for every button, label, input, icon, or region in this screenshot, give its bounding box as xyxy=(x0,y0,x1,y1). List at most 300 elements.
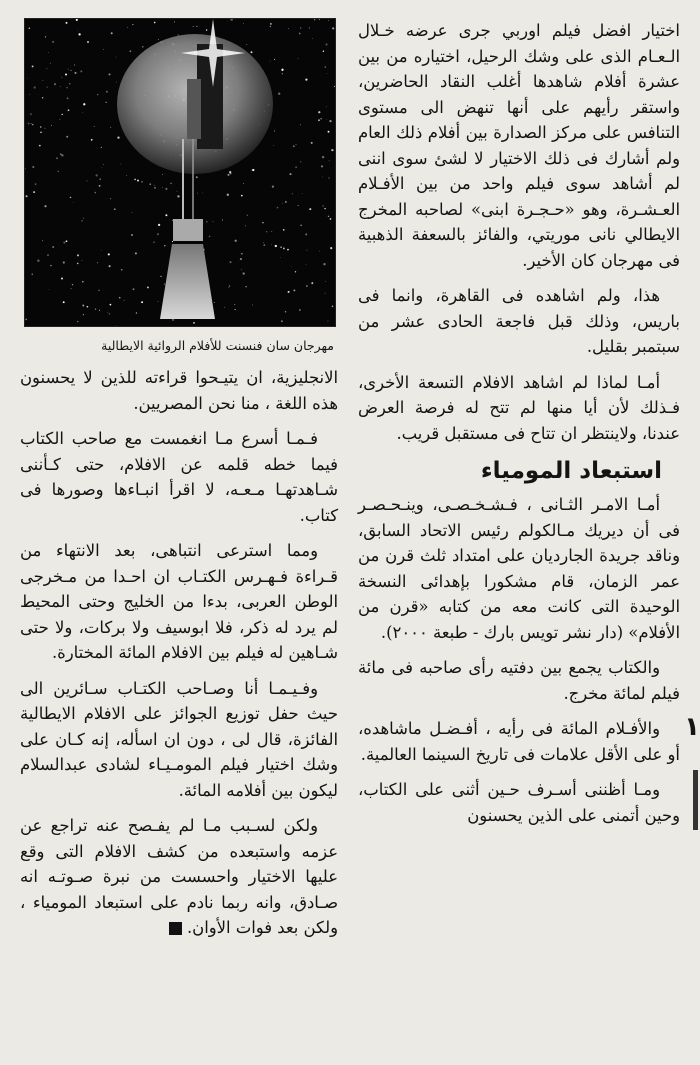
star-dot xyxy=(285,311,286,312)
star-dot xyxy=(129,50,131,52)
star-dot xyxy=(98,290,99,291)
star-dot xyxy=(40,126,41,127)
star-dot xyxy=(177,191,178,192)
star-dot xyxy=(283,247,285,249)
star-dot xyxy=(160,276,161,277)
page-marker: ١ xyxy=(684,712,700,742)
star-dot xyxy=(332,27,334,29)
paragraph: أمـا الامـر الثـانى ، فـشـخـصـى، وينـحـصـر فى أن ديريك مـالكولم رئيس الاتحاد السابق، وناقد جريدة الجارديان على امتداد ثلث قرن من عمر الزمان، قام مشكورا بإهدائى النسخة الوحيدة التى كانت معه من كتابه «قرن من الأفلام» (دار نشر تويس بارك - طبعة ٢٠٠٠). xyxy=(358,495,680,642)
star-dot xyxy=(47,87,48,88)
star-dot xyxy=(162,174,163,175)
star-dot xyxy=(32,274,33,275)
star-dot xyxy=(147,286,149,288)
star-dot xyxy=(330,218,332,220)
star-dot xyxy=(328,131,330,133)
star-dot xyxy=(323,263,325,265)
star-dot xyxy=(63,261,65,263)
star-dot xyxy=(32,166,34,168)
star-dot xyxy=(31,123,32,124)
star-dot xyxy=(133,288,135,290)
left-column xyxy=(20,365,338,951)
star-dot xyxy=(287,249,289,251)
star-dot xyxy=(230,19,231,20)
star-dot xyxy=(306,264,307,265)
star-dot xyxy=(67,97,69,99)
star-dot xyxy=(99,185,101,187)
star-dot xyxy=(280,246,282,248)
star-dot xyxy=(305,233,307,235)
star-dot xyxy=(54,83,56,85)
star-dot xyxy=(300,28,301,29)
star-dot xyxy=(288,28,289,29)
star-dot xyxy=(120,163,121,164)
star-dot xyxy=(61,154,63,156)
star-dot xyxy=(165,188,167,190)
star-dot xyxy=(141,181,143,183)
star-dot xyxy=(323,50,324,51)
star-dot xyxy=(77,263,79,265)
star-dot xyxy=(326,120,327,121)
star-dot xyxy=(97,94,98,95)
star-dot xyxy=(101,250,102,251)
star-dot xyxy=(263,244,265,246)
star-dot xyxy=(164,245,165,246)
star-dot xyxy=(154,22,156,24)
star-dot xyxy=(27,78,28,79)
festival-photo xyxy=(24,18,336,327)
star-dot xyxy=(285,201,286,202)
star-dot xyxy=(296,144,297,145)
star-dot xyxy=(232,19,233,20)
star-dot xyxy=(124,300,125,301)
star-dot xyxy=(309,208,311,210)
star-dot xyxy=(274,59,275,60)
star-dot xyxy=(234,304,235,305)
star-dot xyxy=(273,145,274,146)
paragraph: اختيار افضل فيلم اوربي جرى عرضه خـلال الـعـام الذى على وشك الرحيل، اختياره من بين عشرة أفلام شاهدها أغلب النقاد الحاضرين، واستقر رأيهم على أنها تنهض الى مستوى التنافس على مركز الصدارة بين أفلام ذلك العام ولم أشارك فى ذلك الاختيار لا لشئ سوى اننى لم أشاهد سوى فيلم واحد من بين الأفـلام العـشـرة، وهو «حـجـرة ابنى» لصاحبه المخرج الايطالي نانى موريتي، والفائز بالسعفة الذهبية فى مهرجان كان الأخير. xyxy=(358,21,680,270)
star-dot xyxy=(137,180,139,182)
star-dot xyxy=(66,87,67,88)
star-dot xyxy=(83,103,85,105)
star-dot xyxy=(66,240,68,242)
star-dot xyxy=(293,145,294,146)
star-dot xyxy=(69,83,70,84)
star-dot xyxy=(162,187,163,188)
star-dot xyxy=(302,193,303,194)
star-dot xyxy=(299,309,300,310)
right-column xyxy=(358,18,680,838)
star-dot xyxy=(196,26,197,27)
star-dot xyxy=(197,193,198,194)
star-dot xyxy=(103,49,104,50)
star-dot xyxy=(25,319,27,321)
star-dot xyxy=(70,197,72,199)
star-dot xyxy=(330,247,332,249)
star-dot xyxy=(295,271,296,272)
star-dot xyxy=(119,297,121,299)
star-dot xyxy=(178,34,179,35)
star-dot xyxy=(121,269,122,270)
paragraph: أمـا لماذا لم اشاهد الافلام التسعة الأخرى، فـذلك لأن أيا منها لم تتح له فرصة العرض عندنا، ولاينتظر ان تتاح فى مستقبل قريب. xyxy=(358,372,680,443)
star-dot xyxy=(109,265,111,267)
star-dot xyxy=(243,272,245,274)
star-dot xyxy=(99,178,101,180)
star-dot xyxy=(82,305,84,307)
star-dot xyxy=(227,194,229,196)
star-dot xyxy=(110,198,111,199)
star-dot xyxy=(214,302,215,303)
star-dot xyxy=(280,257,281,258)
star-dot xyxy=(314,19,315,20)
star-dot xyxy=(116,82,117,83)
star-dot xyxy=(73,202,74,203)
star-dot xyxy=(228,21,229,22)
star-dot xyxy=(322,156,324,158)
star-dot xyxy=(324,66,326,68)
star-dot xyxy=(229,285,230,286)
star-dot xyxy=(230,261,232,263)
star-dot xyxy=(172,241,173,242)
star-dot xyxy=(135,252,137,254)
paragraph: هذا، ولم اشاهده فى القاهرة، وانما فى باريس، وذلك قبل فاجعة الحادى عشر من سبتمبر بقليل. xyxy=(358,286,680,356)
star-dot xyxy=(101,147,102,148)
star-dot xyxy=(60,86,61,87)
star-dot xyxy=(206,221,207,222)
star-dot xyxy=(271,231,272,232)
star-dot xyxy=(311,142,313,144)
star-dot xyxy=(247,215,248,216)
star-dot xyxy=(50,63,51,64)
paragraph: والكتاب يجمع بين دفتيه رأى صاحبه فى مائة فيلم لمائة مخرج. xyxy=(358,658,680,703)
star-dot xyxy=(275,245,277,247)
star-dot xyxy=(153,242,154,243)
star-dot xyxy=(240,258,242,260)
star-dot xyxy=(132,212,133,213)
star-dot xyxy=(40,132,41,133)
star-dot xyxy=(325,43,327,45)
star-dot xyxy=(241,269,242,270)
star-dot xyxy=(329,160,330,161)
star-dot xyxy=(141,301,143,303)
star-dot xyxy=(78,33,80,35)
star-dot xyxy=(63,242,65,244)
star-dot xyxy=(328,20,329,21)
star-dot xyxy=(99,310,100,311)
star-dot xyxy=(77,30,78,31)
star-dot xyxy=(252,169,254,171)
star-dot xyxy=(245,226,246,227)
star-dot xyxy=(318,119,320,121)
star-dot xyxy=(110,304,112,306)
star-dot xyxy=(30,113,32,115)
star-dot xyxy=(206,29,208,31)
star-dot xyxy=(281,320,283,322)
star-dot xyxy=(325,281,326,282)
star-dot xyxy=(328,216,329,217)
star-dot xyxy=(165,214,167,216)
star-dot xyxy=(48,52,49,53)
star-dot xyxy=(270,26,271,27)
star-dot xyxy=(295,166,297,168)
paragraph-last xyxy=(20,813,338,941)
star-dot xyxy=(42,240,43,241)
star-dot xyxy=(83,314,84,315)
star-dot xyxy=(58,171,59,172)
star-dot xyxy=(164,284,165,285)
star-dot xyxy=(174,21,175,22)
star-dot xyxy=(107,312,108,313)
star-dot xyxy=(71,288,72,289)
star-dot xyxy=(47,254,49,256)
star-dot xyxy=(56,157,58,159)
star-dot xyxy=(278,93,280,95)
star-dot xyxy=(47,68,48,69)
star-dot xyxy=(134,179,136,181)
star-dot xyxy=(228,287,229,288)
star-dot xyxy=(193,322,195,324)
star-dot xyxy=(323,205,324,206)
star-dot xyxy=(224,307,225,308)
star-dot xyxy=(213,221,214,222)
star-dot xyxy=(312,38,313,39)
star-dot xyxy=(106,91,108,93)
star-dot xyxy=(298,205,299,206)
star-dot xyxy=(96,174,98,176)
star-dot xyxy=(196,176,198,178)
star-dot xyxy=(70,70,71,71)
star-dot xyxy=(193,26,194,27)
star-dot xyxy=(94,126,95,127)
star-dot xyxy=(266,231,267,232)
star-dot xyxy=(245,286,246,287)
star-dot xyxy=(311,282,313,284)
subheading: استبعاد المومياء xyxy=(480,458,662,484)
paragraph: الانجليزية، ان يتيـحوا قراءته للذين لا يحسنون هذه اللغة ، منا نحن المصريين. xyxy=(20,368,338,413)
star-dot xyxy=(42,80,43,81)
star-dot xyxy=(26,195,28,197)
star-dot xyxy=(86,180,87,181)
star-dot xyxy=(51,125,52,126)
star-dot xyxy=(321,165,323,167)
star-dot xyxy=(132,24,133,25)
star-dot xyxy=(42,97,44,99)
star-dot xyxy=(82,112,83,113)
star-dot xyxy=(87,41,89,43)
star-dot xyxy=(305,78,307,80)
star-dot xyxy=(74,72,76,74)
star-dot xyxy=(270,23,272,25)
star-dot xyxy=(157,233,159,235)
photo-caption: مهرجان سان فنسنت للأفلام الروائية الايطالية xyxy=(101,338,334,353)
star-dot xyxy=(45,36,46,37)
star-dot xyxy=(61,77,62,78)
star-dot xyxy=(272,186,274,188)
star-dot xyxy=(50,265,51,266)
star-dot xyxy=(72,284,73,285)
star-dot xyxy=(117,136,119,138)
star-dot xyxy=(77,321,78,322)
star-dot xyxy=(309,27,310,28)
star-dot xyxy=(329,120,331,122)
star-dot xyxy=(282,73,283,74)
star-dot xyxy=(97,262,98,263)
star-dot xyxy=(28,123,30,125)
star-dot xyxy=(281,69,283,71)
star-dot xyxy=(235,240,237,242)
star-dot xyxy=(80,70,82,72)
star-dot xyxy=(202,193,203,194)
star-dot xyxy=(34,86,36,88)
star-dot xyxy=(94,192,96,194)
star-dot xyxy=(108,253,110,255)
star-dot xyxy=(103,164,104,165)
star-dot xyxy=(331,149,333,151)
end-mark-icon xyxy=(169,922,182,935)
star-dot xyxy=(293,289,295,291)
star-dot xyxy=(288,291,290,293)
star-dot xyxy=(126,175,127,176)
star-dot xyxy=(241,253,242,254)
star-dot xyxy=(115,57,116,58)
star-dot xyxy=(235,309,236,310)
paragraph-text: ولكن لسـبب مـا لم يفـصح عنه تراجع عن عزمه واستبعده من كشف الافلام التى وقع عليها الاختيار واحسست من نبرة صـوتـه انه صـادق، وانه ربما نادم على استبعاد المومياء ، ولكن بعد فوات الأوان. xyxy=(20,816,338,937)
star-dot xyxy=(328,177,329,178)
star-dot xyxy=(82,260,83,261)
star-dot xyxy=(291,266,292,267)
star-dot xyxy=(95,308,96,309)
star-dot xyxy=(246,44,247,45)
star-dot xyxy=(66,136,68,138)
star-dot xyxy=(158,39,159,40)
star-dot xyxy=(29,28,30,29)
star-dot xyxy=(318,111,320,113)
star-dot xyxy=(91,139,93,141)
star-dot xyxy=(44,205,46,207)
star-dot xyxy=(60,119,61,120)
star-dot xyxy=(114,208,116,210)
star-dot xyxy=(136,312,137,313)
paragraph: والأفـلام المائة فى رأيه ، أفـضـل ماشاهده، أو على الأقل علامات فى تاريخ السينما العالمية. xyxy=(358,719,680,764)
star-dot xyxy=(251,51,253,53)
star-dot xyxy=(270,61,271,62)
star-dot xyxy=(109,313,110,314)
star-dot xyxy=(332,306,334,308)
star-dot xyxy=(209,236,211,238)
star-dot xyxy=(102,167,103,168)
star-dot xyxy=(158,301,159,302)
star-dot xyxy=(322,177,323,178)
star-dot xyxy=(35,183,37,185)
star-dot xyxy=(108,73,110,75)
star-dot xyxy=(327,73,328,74)
star-dot xyxy=(32,124,34,126)
star-dot xyxy=(61,277,63,279)
paragraph: فـمـا أسرع مـا انغمست مع صاحب الكتاب فيما خطه قلمه عن الافلام، حتى كـأننى شـاهدتهـا مـعـه، لا اقرأ انبـاءها وصورها فى كتاب. xyxy=(20,429,338,525)
star-dot xyxy=(66,22,68,24)
star-dot xyxy=(326,106,327,107)
star-dot xyxy=(68,109,70,111)
star-dot xyxy=(52,41,54,43)
star-dot xyxy=(300,124,301,125)
star-dot xyxy=(241,195,243,197)
star-dot xyxy=(82,281,84,283)
star-dot xyxy=(271,244,272,245)
spaceship-illustration xyxy=(25,19,335,326)
star-dot xyxy=(81,220,82,221)
star-dot xyxy=(327,320,328,321)
star-dot xyxy=(33,191,35,193)
star-dot xyxy=(158,224,160,226)
star-dot xyxy=(319,19,320,20)
star-dot xyxy=(320,118,321,119)
star-dot xyxy=(154,187,156,189)
star-dot xyxy=(325,293,326,294)
star-dot xyxy=(300,225,301,226)
star-dot xyxy=(127,27,128,28)
star-dot xyxy=(319,251,320,252)
star-dot xyxy=(111,32,113,34)
star-dot xyxy=(63,301,65,303)
star-dot xyxy=(32,65,34,67)
star-dot xyxy=(170,182,172,184)
star-dot xyxy=(74,64,75,65)
side-bar-decoration xyxy=(693,770,698,830)
star-dot xyxy=(29,94,30,95)
star-dot xyxy=(60,153,62,155)
star-dot xyxy=(49,289,50,290)
star-dot xyxy=(274,130,275,131)
star-dot xyxy=(243,23,244,24)
paragraph: وفـيـمـا أنا وصـاحب الكتـاب سـائرين الى حيث حفل توزيع الجوائز على الافلام الايطالية الفائزة، قال لى ، دون ان اسأله، إنه كـان على وشك اختيار فيلم المومـيـاء لشادى عبدالسلام ليكون بين أفلامه المائة. xyxy=(20,678,338,800)
star-dot xyxy=(299,33,301,35)
star-dot xyxy=(62,114,63,115)
paragraph: ومما استرعى انتباهى، بعد الانتهاء من قـراءة فـهـرس الكتـاب ان احـدا من مـخرجى الوطن العربى، بدءا من الخليج وحتى المحيط لم يرد له ذكر، فلا ابوسيف ولا بركات، ولا حتى شـاهين له فيلم بين الافلام المائة المختارة. xyxy=(20,541,338,662)
star-dot xyxy=(298,58,299,59)
star-dot xyxy=(65,73,67,75)
star-dot xyxy=(106,102,107,103)
star-dot xyxy=(262,222,264,224)
star-dot xyxy=(154,185,155,186)
star-dot xyxy=(110,127,111,128)
paragraph: ومـا أظننى أسـرف حـين أثنى على الكتاب، وحين أتمنى على الذين يحسنون xyxy=(358,780,680,825)
star-dot xyxy=(289,173,291,175)
star-dot xyxy=(77,254,79,256)
star-dot xyxy=(83,218,84,219)
star-dot xyxy=(44,128,45,129)
star-dot xyxy=(306,285,308,287)
star-dot xyxy=(300,161,301,162)
star-dot xyxy=(37,260,39,262)
star-dot xyxy=(230,173,232,175)
star-dot xyxy=(282,203,283,204)
star-dot xyxy=(227,174,229,176)
star-dot xyxy=(39,145,41,147)
star-dot xyxy=(116,325,117,326)
star-dot xyxy=(277,207,279,209)
star-dot xyxy=(324,208,325,209)
star-dot xyxy=(131,234,133,236)
star-dot xyxy=(177,195,179,197)
star-dot xyxy=(222,220,223,221)
star-dot xyxy=(68,69,69,70)
star-dot xyxy=(252,305,253,306)
star-dot xyxy=(87,306,89,308)
star-dot xyxy=(292,193,293,194)
star-dot xyxy=(263,242,264,243)
star-dot xyxy=(52,246,54,248)
star-dot xyxy=(306,250,307,251)
star-dot xyxy=(142,46,144,48)
